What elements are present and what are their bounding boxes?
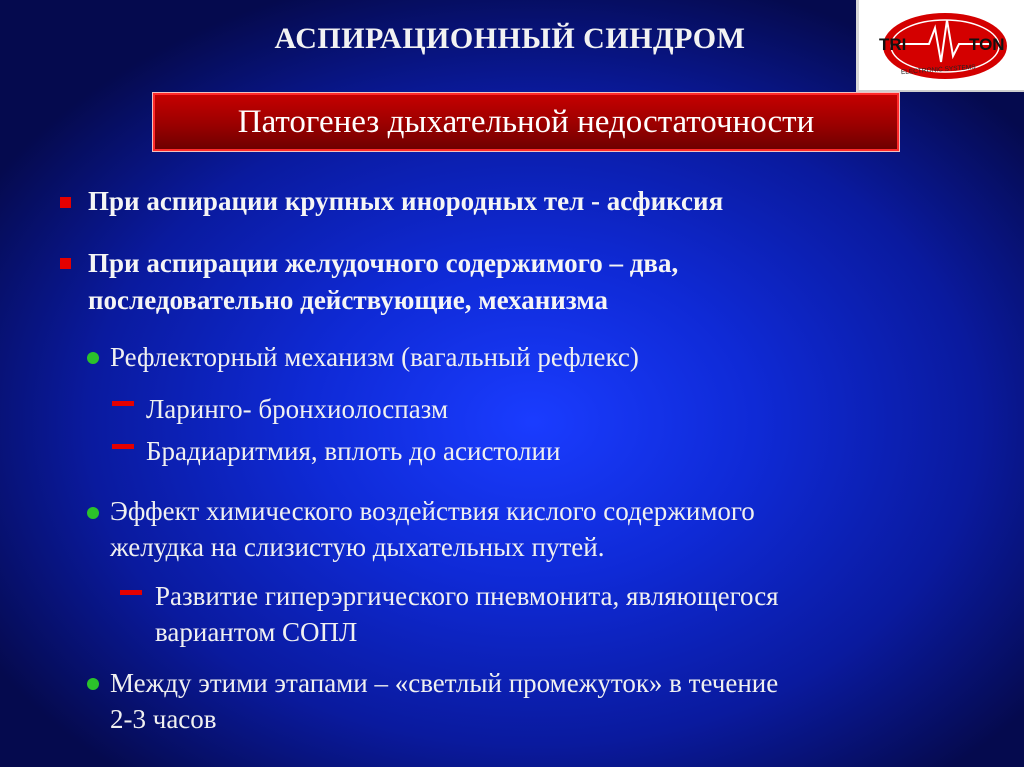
slide-title: АСПИРАЦИОННЫЙ СИНДРОМ — [274, 22, 746, 55]
logo-tagline: ELECTRONIC SYSTEMS — [900, 63, 976, 77]
triton-logo-icon — [859, 0, 1024, 90]
round-bullet-icon — [87, 507, 99, 519]
dash-item-3-line1: Развитие гиперэргического пневмонита, являющегося — [155, 581, 779, 611]
dash-item-3-line2: вариантом СОПЛ — [155, 617, 358, 647]
bullet-2-line2: последовательно действующие, механизма — [88, 285, 609, 315]
round-bullet-icon — [87, 352, 99, 364]
logo-text-left: TRI — [879, 35, 907, 54]
round-bullet-icon — [87, 678, 99, 690]
bullet-2-line1: При аспирации желудочного содержимого – два, — [88, 248, 679, 278]
sub-bullet-2-line2: желудка на слизистую дыхательных путей. — [110, 532, 605, 562]
triton-logo — [856, 0, 1024, 92]
dash-bullet-icon — [120, 590, 142, 595]
subtitle-banner: Патогенез дыхательной недостаточности — [152, 92, 900, 152]
square-bullet-icon — [60, 258, 71, 269]
sub-bullet-1-text: Рефлекторный механизм (вагальный рефлекс) — [110, 342, 639, 372]
logo-text-right: TON — [969, 35, 1005, 54]
dash-bullet-icon — [112, 444, 134, 449]
dash-item-2-text: Брадиаритмия, вплоть до асистолии — [146, 436, 561, 466]
dash-bullet-icon — [112, 401, 134, 406]
sub-bullet-2-line1: Эффект химического воздействия кислого содержимого — [110, 496, 755, 526]
bullet-1-text: При аспирации крупных инородных тел - асфиксия — [88, 186, 724, 216]
square-bullet-icon — [60, 197, 71, 208]
sub-bullet-3-line1: Между этими этапами – «светлый промежуток» в течение — [110, 668, 779, 698]
dash-item-1-text: Ларинго- бронхиолоспазм — [146, 394, 449, 424]
sub-bullet-3-line2: 2-3 часов — [110, 704, 217, 734]
